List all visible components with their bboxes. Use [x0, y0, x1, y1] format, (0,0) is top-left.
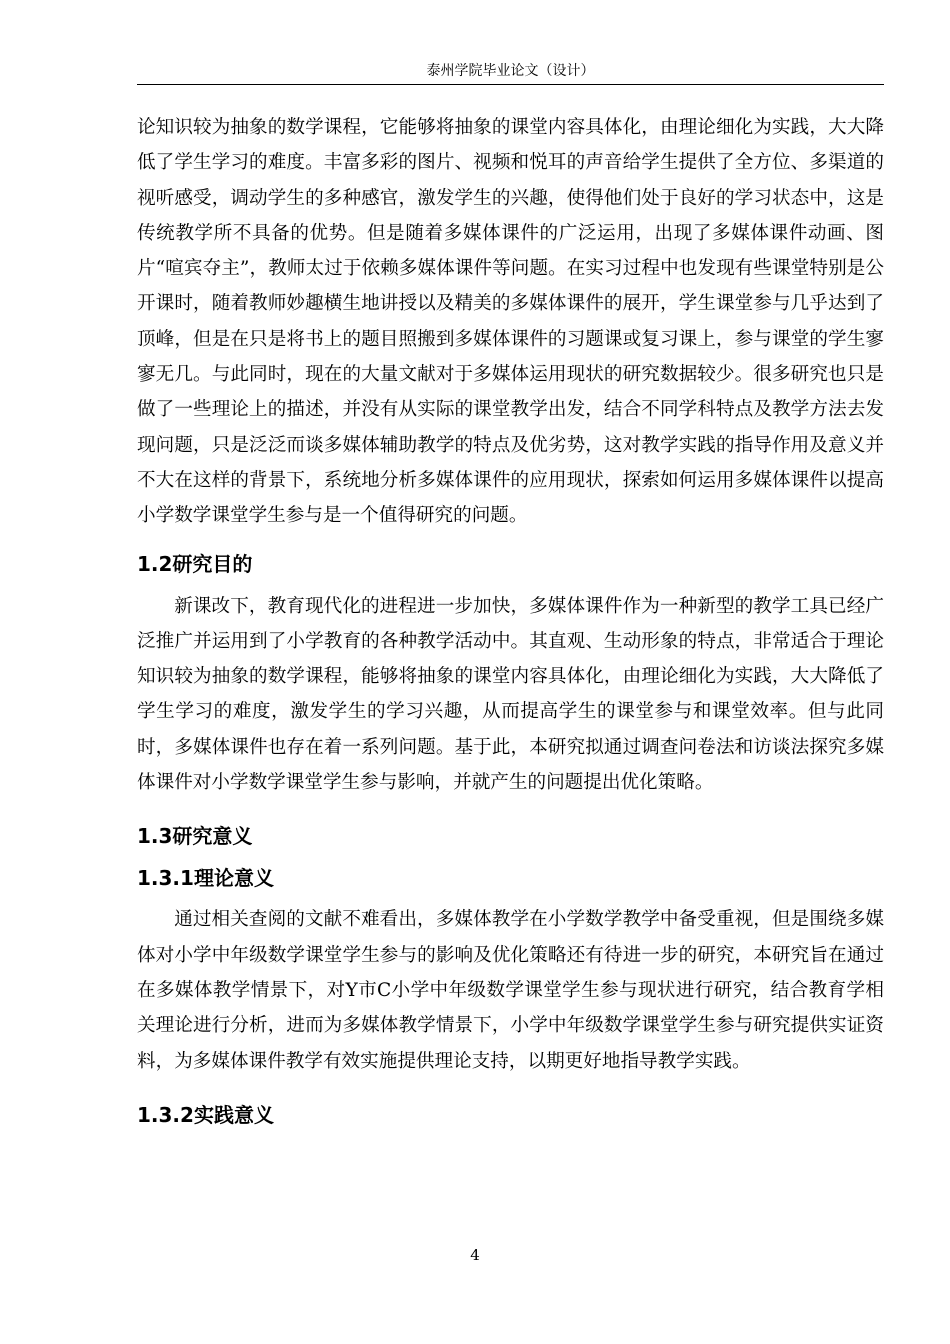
- heading-practical-significance: 1.3.2实践意义: [137, 1102, 274, 1127]
- paragraph-intro: 论知识较为抽象的数学课程，它能够将抽象的课堂内容具体化，由理论细化为实践，大大降低了学生学习的难度。丰富多彩的图片、视频和悦耳的声音给学生提供了全方位、多渠道的视听感受，调动学生的多种感官，激发学生的兴趣，使得他们处于良好的学习状态中，这是传统教学所不具备的优势。但是随着多媒体课件的广泛运用，出现了多媒体课件动画、图片“喧宾夺主”，教师太过于依赖多媒体课件等问题。在实习过程中也发现有些课堂特别是公开课时，随着教师妙趣横生地讲授以及精美的多媒体课件的展开，学生课堂参与几乎达到了顶峰，但是在只是将书上的题目照搬到多媒体课件的习题课或复习课上，参与课堂的学生寥寥无几。与此同时，现在的大量文献对于多媒体运用现状的研究数据较少。很多研究也只是做了一些理论上的描述，并没有从实际的课堂教学出发，结合不同学科特点及教学方法去发现问题，只是泛泛而谈多媒体辅助教学的特点及优劣势，这对教学实践的指导作用及意义并不大在这样的背景下，系统地分析多媒体课件的应用现状，探索如何运用多媒体课件以提高小学数学课堂学生参与是一个值得研究的问题。: [137, 117, 884, 527]
- page-header: [137, 58, 884, 85]
- page-number: 4: [470, 1246, 480, 1264]
- heading-research-purpose: 1.2研究目的: [137, 551, 253, 576]
- heading-theoretical-significance: 1.3.1理论意义: [137, 866, 274, 891]
- paragraph-research-purpose: 新课改下，教育现代化的进程进一步加快，多媒体课件作为一种新型的教学工具已经广泛推广并运用到了小学教育的各种教学活动中。其直观、生动形象的特点，非常适合于理论知识较为抽象的数学课程，能够将抽象的课堂内容具体化，由理论细化为实践，大大降低了学生学习的难度，激发学生的学习兴趣，从而提高学生的课堂参与和课堂效率。但与此同时，多媒体课件也存在着一系列问题。基于此，本研究拟通过调查问卷法和访谈法探究多媒体课件对小学数学课堂学生参与影响，并就产生的问题提出优化策略。: [137, 595, 884, 794]
- document-body: [137, 110, 884, 1135]
- header-title: 泰州学院毕业论文（设计）: [426, 63, 595, 79]
- heading-research-significance: 1.3研究意义: [137, 824, 253, 849]
- paragraph-theoretical-significance: 通过相关查阅的文献不难看出，多媒体教学在小学数学教学中备受重视，但是围绕多媒体对小学中年级数学课堂学生参与的影响及优化策略还有待进一步的研究，本研究旨在通过在多媒体教学情景下，对Y市C小学中年级数学课堂学生参与现状进行研究，结合教育学相关理论进行分析，进而为多媒体教学情景下，小学中年级数学课堂学生参与研究提供实证资料，为多媒体课件教学有效实施提供理论支持，以期更好地指导教学实践。: [137, 909, 884, 1072]
